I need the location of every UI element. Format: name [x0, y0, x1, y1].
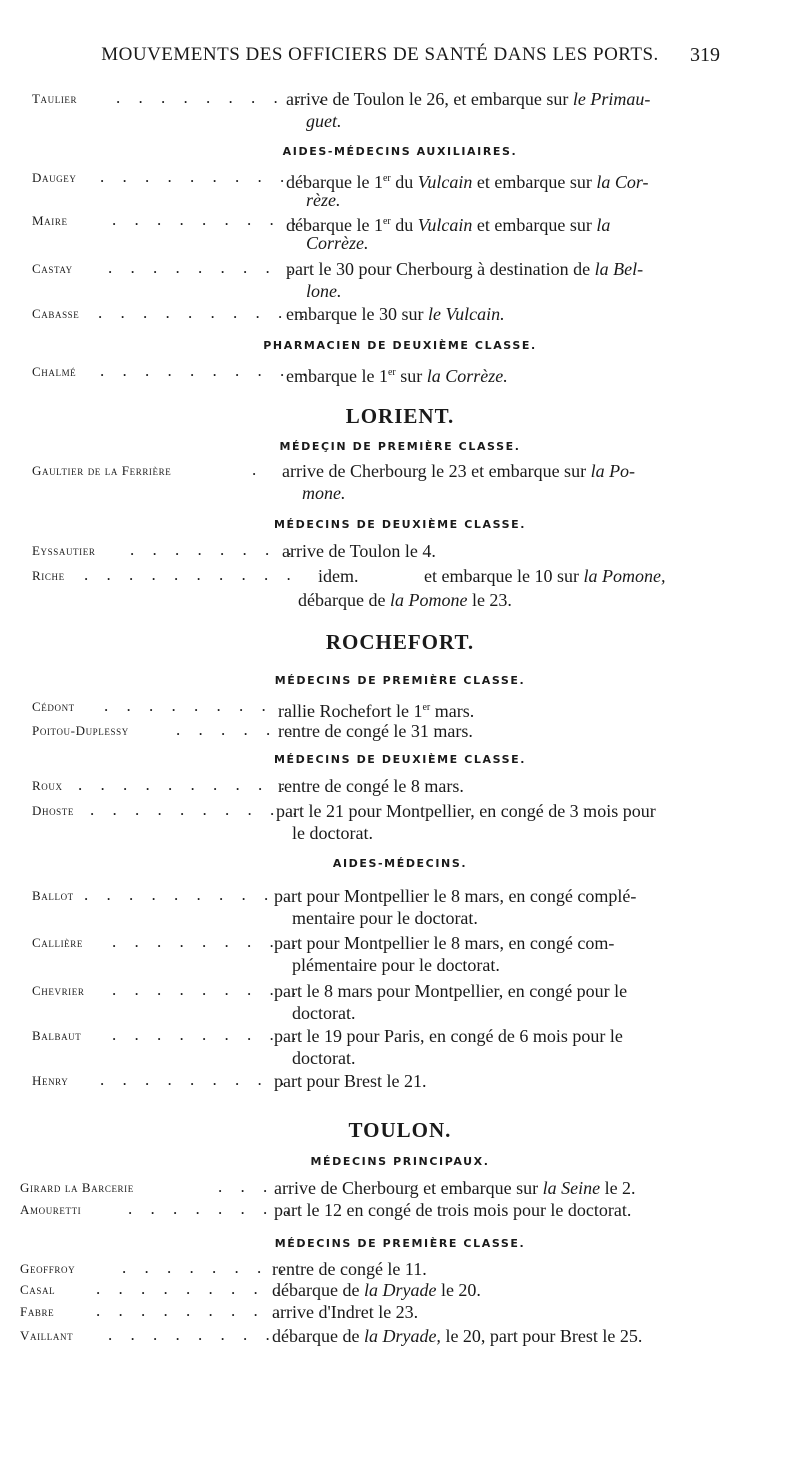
leader-dots: .	[252, 460, 264, 479]
entry-name: Ballot	[32, 888, 74, 903]
entry-name: Poitou-Duplessy	[32, 723, 129, 738]
leader-dots: . . . . . . . . .	[112, 1025, 304, 1044]
leader-dots: . . . . . . . . .	[108, 258, 300, 277]
entry-name: Gaultier de la Ferrière	[32, 463, 172, 478]
entry-name: Maire	[32, 213, 68, 228]
leader-dots: . . . . . . . . . .	[104, 696, 318, 715]
leader-dots: . . . . . . . . . .	[84, 885, 298, 904]
entry-text: embarque le 30 sur le Vulcain.	[286, 304, 505, 324]
entry-name: Cédont	[32, 699, 75, 714]
entry-text-continued: le doctorat.	[292, 823, 373, 843]
entry-name: Balbaut	[32, 1028, 82, 1043]
leader-dots: . . . . . . . . . .	[98, 303, 312, 322]
leader-dots: . . . . . . . . . .	[100, 167, 314, 186]
leader-dots: . . . . . . . .	[130, 540, 299, 559]
entry-text: arrive de Toulon le 4.	[282, 541, 436, 561]
page-number: 319	[690, 44, 720, 66]
leader-dots: . . . . . . . . . .	[90, 800, 304, 819]
entry-text: débarque de la Dryade, le 20, part pour Brest le 25.	[272, 1326, 643, 1346]
leader-dots: . . . . . . . .	[128, 1199, 297, 1218]
section-heading: MÉDECINS DE DEUXIÈME CLASSE.	[273, 753, 527, 766]
leader-dots: . . . . . . . . .	[96, 1279, 288, 1298]
entry-text-continued: mentaire pour le doctorat.	[292, 908, 478, 928]
leader-dots: . . . . . . . . .	[96, 1301, 288, 1320]
leader-dots: . . . . . . . . .	[112, 932, 304, 951]
entry-name: Henry	[32, 1073, 69, 1088]
entry-text-continued: rèze.	[306, 190, 341, 210]
entry-name: Castay	[32, 261, 73, 276]
entry-text: et embarque le 10 sur la Pomone,	[424, 566, 666, 586]
entry-text: embarque le 1er sur la Corrèze.	[286, 366, 508, 386]
entry-text: rentre de congé le 31 mars.	[278, 721, 473, 741]
entry-text-continued: doctorat.	[292, 1003, 356, 1023]
entry-text: part le 8 mars pour Montpellier, en congé pour le	[274, 981, 628, 1001]
leader-dots: . . . . . . . . .	[112, 210, 304, 229]
leader-dots: . . . . . . . . . .	[116, 88, 330, 107]
entry-text-continued: doctorat.	[292, 1048, 356, 1068]
leader-dots: . . . . . . . . .	[112, 980, 304, 999]
entry-text-continued: mone.	[302, 483, 346, 503]
section-heading: MÉDEÇIN DE PREMIÈRE CLASSE.	[279, 440, 521, 453]
entry-text: part le 19 pour Paris, en congé de 6 mois pour le	[274, 1026, 623, 1046]
leader-dots: . . .	[218, 1177, 275, 1196]
section-heading: PHARMACIEN DE DEUXIÈME CLASSE.	[263, 339, 537, 352]
section-heading: MÉDECINS PRINCIPAUX.	[310, 1155, 490, 1168]
page-header	[0, 40, 800, 80]
entry-text: part le 30 pour Cherbourg à destination de la Bel-	[286, 259, 644, 279]
section-heading: AIDES-MÉDECINS.	[332, 857, 468, 870]
entry-text: rentre de congé le 8 mars.	[278, 776, 464, 796]
entry-name: Eyssautier	[32, 543, 96, 558]
section-heading: AIDES-MÉDECINS AUXILIAIRES.	[282, 145, 518, 158]
entry-text: idem.	[318, 566, 359, 586]
entry-text: rentre de congé le 11.	[272, 1259, 427, 1279]
leader-dots: . . . . . .	[176, 720, 300, 739]
entry-name: Chevrier	[32, 983, 85, 998]
entry-text-continued: Corrèze.	[306, 233, 369, 253]
entry-text-continued: débarque de la Pomone le 23.	[298, 590, 512, 610]
entry-name: Cabasse	[32, 306, 80, 321]
leader-dots: . . . . . . . .	[108, 1325, 277, 1344]
port-heading-toulon: TOULON.	[348, 1118, 452, 1142]
entry-text: arrive de Cherbourg et embarque sur la Seine le 2.	[274, 1178, 636, 1198]
entry-text: débarque de la Dryade le 20.	[272, 1280, 481, 1300]
section-heading: MÉDECINS DE PREMIÈRE CLASSE.	[274, 1237, 526, 1250]
entry-name: Taulier	[32, 91, 78, 106]
leader-dots: . . . . . . . . . .	[100, 361, 314, 380]
entry-text: arrive d'Indret le 23.	[272, 1302, 419, 1322]
running-title: MOUVEMENTS DES OFFICIERS DE SANTÉ DANS LES PORTS.	[101, 44, 659, 65]
entry-name: Daugey	[32, 170, 77, 185]
entry-text: débarque le 1er du Vulcain et embarque sur la	[286, 215, 611, 235]
entry-name: Chalmé	[32, 364, 77, 379]
entry-text: part pour Montpellier le 8 mars, en congé complé-	[274, 886, 637, 906]
entry-name: Fabre	[20, 1304, 55, 1319]
entry-text-continued: lone.	[306, 281, 342, 301]
entry-text: rallie Rochefort le 1er mars.	[278, 701, 475, 721]
entry-text: arrive de Cherbourg le 23 et embarque sur la Po-	[282, 461, 636, 481]
section-heading: MÉDECINS DE PREMIÈRE CLASSE.	[274, 674, 526, 687]
leader-dots: . . . . . . . .	[122, 1258, 291, 1277]
leader-dots: . . . . . . . . . .	[84, 565, 298, 584]
entry-name: Geoffroy	[20, 1261, 76, 1276]
leader-dots: . . . . . . . . .	[100, 1070, 292, 1089]
entry-name: Vaillant	[20, 1328, 74, 1343]
entry-name: Roux	[32, 778, 63, 793]
entry-text: arrive de Toulon le 26, et embarque sur le Primau-	[286, 89, 651, 109]
entry-text-continued: plémentaire pour le doctorat.	[292, 955, 500, 975]
entry-text: part pour Brest le 21.	[274, 1071, 427, 1091]
entry-text: débarque le 1er du Vulcain et embarque sur la Cor-	[286, 172, 649, 192]
leader-dots: . . . . . . . . . .	[78, 775, 292, 794]
entry-name: Riche	[32, 568, 65, 583]
entry-text-continued: guet.	[306, 111, 342, 131]
entry-name: Girard la Barcerie	[20, 1180, 134, 1195]
entry-text: part le 21 pour Montpellier, en congé de 3 mois pour	[276, 801, 656, 821]
entry-text: part pour Montpellier le 8 mars, en congé com-	[274, 933, 615, 953]
entry-name: Casal	[20, 1282, 56, 1297]
entry-name: Dhoste	[32, 803, 74, 818]
entry-name: Amouretti	[20, 1202, 82, 1217]
entry-text: part le 12 en congé de trois mois pour le doctorat.	[274, 1200, 632, 1220]
port-heading-rochefort: ROCHEFORT.	[325, 630, 475, 654]
port-heading-lorient: LORIENT.	[345, 404, 455, 428]
entry-name: Callière	[32, 935, 83, 950]
section-heading: MÉDECINS DE DEUXIÈME CLASSE.	[273, 518, 527, 531]
